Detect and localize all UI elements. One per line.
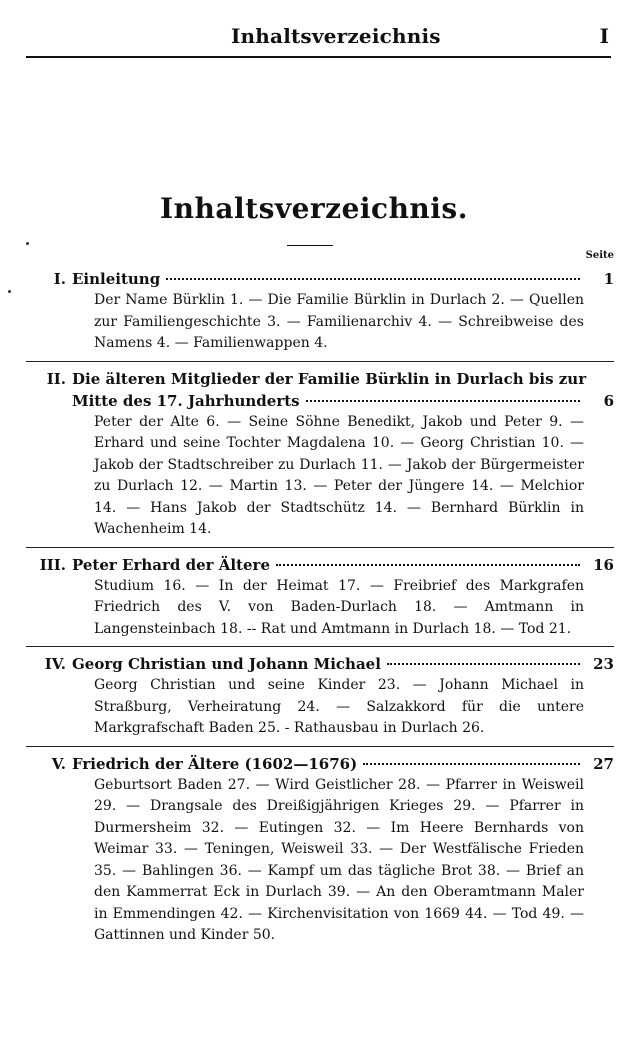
running-head-rule: [26, 56, 611, 58]
section-contents: Georg Christian und seine Kinder 23. — Johann Michael in Straßburg, Verheiratung 24. — Salzakkord für die untere Markgrafschaft Baden 25. - Rathausbau in Durlach 26.: [94, 677, 584, 736]
section-number: V.: [51, 754, 66, 773]
section-heading: Georg Christian und Johann Michael: [72, 655, 381, 673]
section-divider: [26, 547, 614, 548]
toc-section: [26, 753, 614, 947]
toc-section: [26, 368, 614, 541]
page-title: Inhaltsverzeichnis.: [160, 192, 468, 225]
dot-leader: [363, 763, 580, 765]
section-number: III.: [39, 555, 66, 574]
dot-leader: [306, 400, 580, 402]
section-contents: Studium 16. — In der Heimat 17. — Freibrief des Markgrafen Friedrich des V. von Baden-Durlach 18. — Amtmann in Langensteinbach 18. -- Rat und Amtmann in Durlach 18. — Tod 21.: [94, 577, 584, 637]
toc-list: [26, 268, 614, 953]
section-number: I.: [53, 270, 66, 288]
section-heading: Friedrich der Ältere (1602—1676): [72, 754, 358, 773]
section-heading-line1: Die älteren Mitglieder der Familie Bürklin in Durlach bis zur: [72, 369, 587, 388]
section-contents: Peter der Alte 6. — Seine Söhne Benedikt, Jakob und Peter 9. — Erhard und seine Tochter Magdalena 10. — Georg Christian 10. — Jakob der Stadtschreiber zu Durlach 11. — Jakob der Bürgermeister zu Durlach 12. — Martin 13. — Peter der Jüngere 14. — Melchior 14. — Hans Jakob der Stadtschütz 14. — Bernhard Bürklin in Wachenheim 14.: [94, 413, 584, 537]
section-page-number: 23: [593, 655, 614, 673]
running-head-title: Inhaltsverzeichnis: [231, 24, 441, 48]
dot-leader: [276, 564, 580, 566]
page-column-label: Seite: [585, 250, 614, 261]
toc-section: [26, 554, 614, 641]
section-page-number: 27: [593, 754, 614, 773]
running-head-page-number: I: [599, 24, 609, 48]
toc-heading[interactable]: [26, 268, 614, 290]
section-contents: Der Name Bürklin 1. — Die Familie Bürklin in Durlach 2. — Quellen zur Familiengeschichte 3. — Familienarchiv 4. — Schreibweise des Namens 4. — Familienwappen 4.: [94, 292, 584, 351]
section-divider: [26, 646, 614, 647]
running-head: [26, 14, 611, 54]
section-page-number: 6: [603, 391, 614, 410]
section-heading: Einleitung: [72, 270, 161, 288]
toc-section: [26, 268, 614, 355]
toc-section: [26, 653, 614, 740]
section-page-number: 16: [593, 555, 614, 574]
section-divider: [26, 361, 614, 362]
print-speck: [8, 290, 11, 293]
title-rule: [287, 245, 333, 246]
section-number: II.: [46, 369, 66, 388]
section-page-number: 1: [603, 270, 614, 288]
dot-leader: [387, 663, 580, 665]
section-heading-line2: Mitte des 17. Jahrhunderts: [72, 391, 300, 410]
section-number: IV.: [44, 655, 66, 673]
section-divider: [26, 746, 614, 747]
toc-heading[interactable]: [26, 653, 614, 675]
section-heading: Peter Erhard der Ältere: [72, 555, 271, 574]
section-contents: Geburtsort Baden 27. — Wird Geistlicher 28. — Pfarrer in Weisweil 29. — Drangsale des Dreißigjährigen Krieges 29. — Pfarrer in Durmersheim 32. — Eutingen 32. — Im Heere Bernhards von Weimar 33. — Teningen, Weisweil 33. — Der Westfälische Frieden 35. — Bahlingen 36. — Kampf um das tägliche Brot 38. — Brief an den Kammerrat Eck in Durlach 39. — An den Oberamtmann Maler in Emmendingen 42. — Kirchenvisitation von 1669 44. — Tod 49. — Gattinnen und Kinder 50.: [94, 776, 584, 943]
dot-leader: [166, 278, 580, 280]
toc-heading[interactable]: [26, 753, 614, 775]
toc-heading[interactable]: [26, 368, 614, 390]
toc-heading[interactable]: [26, 554, 614, 576]
toc-heading-continuation[interactable]: [26, 390, 614, 412]
print-speck: [26, 242, 29, 245]
